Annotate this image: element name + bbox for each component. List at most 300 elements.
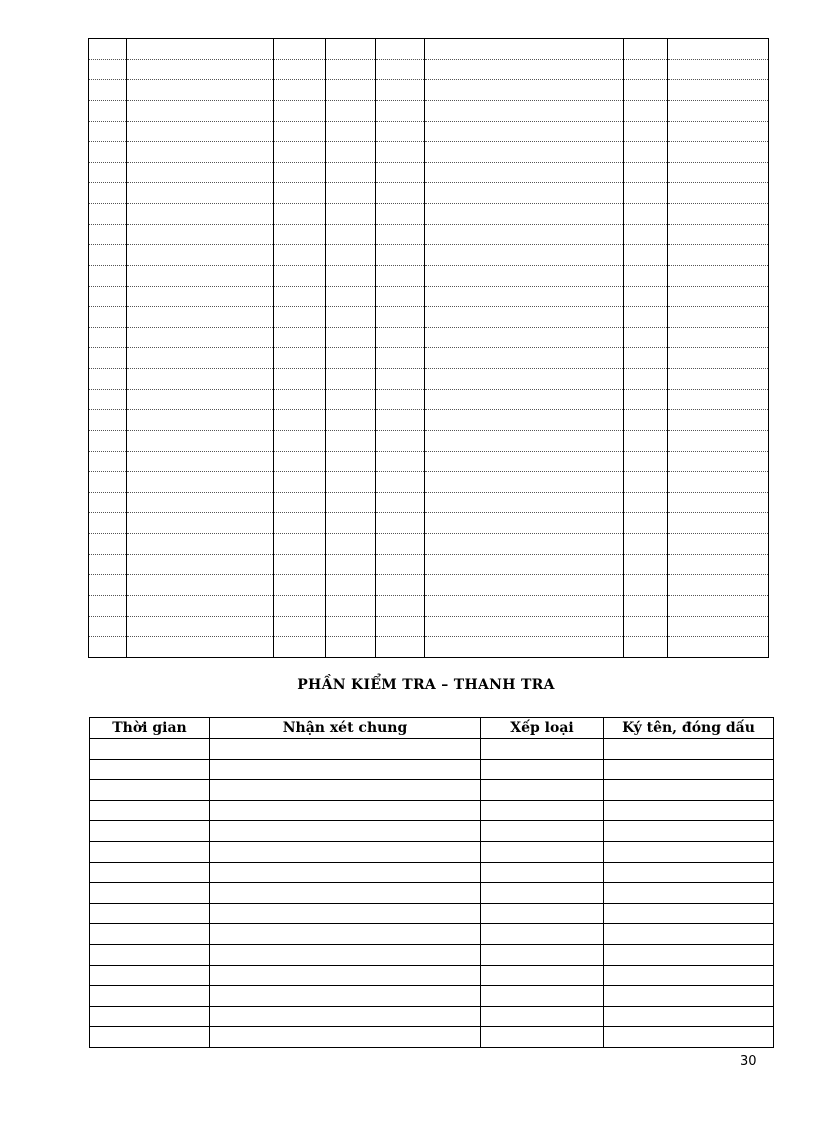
table-cell bbox=[274, 430, 326, 451]
table-cell bbox=[425, 410, 624, 431]
table-cell bbox=[376, 430, 425, 451]
table-cell bbox=[89, 430, 127, 451]
table-cell bbox=[425, 513, 624, 534]
table-cell bbox=[624, 554, 668, 575]
table-cell bbox=[425, 80, 624, 101]
table-cell bbox=[210, 1027, 481, 1048]
table-cell bbox=[425, 637, 624, 658]
table-row bbox=[89, 245, 769, 266]
table-row bbox=[89, 410, 769, 431]
table-cell bbox=[668, 245, 769, 266]
table-cell bbox=[668, 595, 769, 616]
table-cell bbox=[274, 183, 326, 204]
table-cell bbox=[668, 286, 769, 307]
table-row bbox=[90, 759, 774, 780]
table-cell bbox=[127, 100, 274, 121]
table-cell bbox=[425, 183, 624, 204]
table-cell bbox=[89, 472, 127, 493]
table-cell bbox=[326, 286, 376, 307]
table-cell bbox=[89, 410, 127, 431]
table-cell bbox=[376, 534, 425, 555]
table-cell bbox=[127, 265, 274, 286]
table-cell bbox=[604, 841, 774, 862]
table-cell bbox=[425, 39, 624, 60]
table-cell bbox=[127, 348, 274, 369]
table-cell bbox=[376, 80, 425, 101]
table-cell bbox=[210, 841, 481, 862]
table-cell bbox=[210, 862, 481, 883]
table-cell bbox=[274, 451, 326, 472]
table-cell bbox=[274, 307, 326, 328]
table-cell bbox=[425, 265, 624, 286]
table-cell bbox=[376, 637, 425, 658]
table-cell bbox=[89, 121, 127, 142]
table-cell bbox=[624, 245, 668, 266]
table-cell bbox=[668, 410, 769, 431]
table-cell bbox=[376, 100, 425, 121]
table-cell bbox=[127, 430, 274, 451]
table-cell bbox=[326, 595, 376, 616]
table-cell bbox=[425, 369, 624, 390]
table-cell bbox=[127, 389, 274, 410]
inspection-table bbox=[89, 717, 774, 1048]
table-cell bbox=[481, 1006, 604, 1027]
table-cell bbox=[210, 739, 481, 760]
table-cell bbox=[89, 389, 127, 410]
table-cell bbox=[376, 162, 425, 183]
table-cell bbox=[90, 986, 210, 1007]
table-cell bbox=[127, 472, 274, 493]
table-row bbox=[89, 430, 769, 451]
table-row bbox=[89, 369, 769, 390]
table-row bbox=[90, 965, 774, 986]
table-cell bbox=[668, 80, 769, 101]
table-cell bbox=[274, 595, 326, 616]
table-cell bbox=[210, 759, 481, 780]
table-cell bbox=[274, 637, 326, 658]
table-cell bbox=[90, 1006, 210, 1027]
table-cell bbox=[624, 575, 668, 596]
table-cell bbox=[376, 39, 425, 60]
table-cell bbox=[326, 348, 376, 369]
table-row bbox=[89, 265, 769, 286]
table-cell bbox=[624, 204, 668, 225]
table-cell bbox=[376, 595, 425, 616]
table-cell bbox=[624, 100, 668, 121]
table-cell bbox=[127, 492, 274, 513]
table-cell bbox=[90, 965, 210, 986]
table-cell bbox=[668, 534, 769, 555]
table-cell bbox=[376, 348, 425, 369]
table-cell bbox=[210, 986, 481, 1007]
table-cell bbox=[89, 39, 127, 60]
table-cell bbox=[425, 348, 624, 369]
table-row bbox=[90, 841, 774, 862]
table-cell bbox=[127, 595, 274, 616]
table-cell bbox=[89, 451, 127, 472]
table-cell bbox=[604, 780, 774, 801]
table-cell bbox=[425, 100, 624, 121]
table-cell bbox=[89, 245, 127, 266]
table-cell bbox=[274, 534, 326, 555]
table-row bbox=[89, 472, 769, 493]
table-cell bbox=[326, 59, 376, 80]
table-cell bbox=[89, 369, 127, 390]
table-row bbox=[90, 1006, 774, 1027]
table-row bbox=[89, 327, 769, 348]
table-cell bbox=[89, 595, 127, 616]
table-cell bbox=[425, 472, 624, 493]
table-row bbox=[89, 59, 769, 80]
table-cell bbox=[624, 307, 668, 328]
table-cell bbox=[326, 554, 376, 575]
table-cell bbox=[326, 492, 376, 513]
table-cell bbox=[624, 472, 668, 493]
table-cell bbox=[604, 944, 774, 965]
table-cell bbox=[127, 451, 274, 472]
table-cell bbox=[668, 183, 769, 204]
table-cell bbox=[376, 224, 425, 245]
table-cell bbox=[425, 616, 624, 637]
table-cell bbox=[127, 204, 274, 225]
table-cell bbox=[668, 204, 769, 225]
table-cell bbox=[376, 492, 425, 513]
table-cell bbox=[604, 759, 774, 780]
table-cell bbox=[604, 739, 774, 760]
table-row bbox=[90, 1027, 774, 1048]
table-cell bbox=[668, 492, 769, 513]
table-cell bbox=[89, 183, 127, 204]
table-cell bbox=[326, 245, 376, 266]
table-row bbox=[90, 944, 774, 965]
table-cell bbox=[481, 800, 604, 821]
table-row bbox=[90, 903, 774, 924]
table-cell bbox=[326, 410, 376, 431]
table-row bbox=[89, 142, 769, 163]
table-row bbox=[89, 224, 769, 245]
table-cell bbox=[624, 348, 668, 369]
table-row bbox=[89, 554, 769, 575]
table-row bbox=[89, 100, 769, 121]
table-cell bbox=[89, 492, 127, 513]
table-cell bbox=[624, 492, 668, 513]
table-cell bbox=[425, 286, 624, 307]
table-cell bbox=[326, 430, 376, 451]
table-cell bbox=[425, 575, 624, 596]
table-cell bbox=[90, 862, 210, 883]
table-cell bbox=[274, 162, 326, 183]
table-row bbox=[90, 862, 774, 883]
table-cell bbox=[624, 327, 668, 348]
table-cell bbox=[425, 389, 624, 410]
table-cell bbox=[425, 204, 624, 225]
table-cell bbox=[326, 472, 376, 493]
table-cell bbox=[668, 389, 769, 410]
table-cell bbox=[89, 327, 127, 348]
table-cell bbox=[274, 80, 326, 101]
table-cell bbox=[376, 616, 425, 637]
table-cell bbox=[624, 39, 668, 60]
table-cell bbox=[89, 162, 127, 183]
table-cell bbox=[89, 286, 127, 307]
table-cell bbox=[376, 121, 425, 142]
table-cell bbox=[425, 162, 624, 183]
table-cell bbox=[624, 59, 668, 80]
table-cell bbox=[668, 637, 769, 658]
table-cell bbox=[376, 554, 425, 575]
table-cell bbox=[89, 100, 127, 121]
table-row bbox=[89, 39, 769, 60]
table-cell bbox=[624, 410, 668, 431]
table-cell bbox=[127, 224, 274, 245]
table-cell bbox=[326, 307, 376, 328]
table-cell bbox=[326, 80, 376, 101]
table-cell bbox=[624, 121, 668, 142]
table-cell bbox=[90, 759, 210, 780]
table-cell bbox=[668, 307, 769, 328]
table-cell bbox=[668, 472, 769, 493]
table-cell bbox=[604, 862, 774, 883]
table-cell bbox=[604, 883, 774, 904]
table-cell bbox=[668, 513, 769, 534]
table-cell bbox=[89, 534, 127, 555]
table-cell bbox=[127, 307, 274, 328]
table-cell bbox=[274, 100, 326, 121]
table-cell bbox=[376, 451, 425, 472]
table-cell bbox=[668, 39, 769, 60]
table-cell bbox=[89, 204, 127, 225]
header-general-comment: Nhận xét chung bbox=[210, 718, 481, 739]
table-cell bbox=[481, 924, 604, 945]
table-cell bbox=[274, 492, 326, 513]
table-cell bbox=[481, 759, 604, 780]
table-cell bbox=[668, 142, 769, 163]
header-signature: Ký tên, đóng dấu bbox=[604, 718, 774, 739]
table-cell bbox=[376, 307, 425, 328]
table-cell bbox=[668, 121, 769, 142]
table-cell bbox=[274, 224, 326, 245]
table-cell bbox=[210, 1006, 481, 1027]
table-cell bbox=[89, 616, 127, 637]
table-cell bbox=[604, 924, 774, 945]
table-cell bbox=[89, 575, 127, 596]
table-cell bbox=[326, 265, 376, 286]
table-cell bbox=[127, 616, 274, 637]
table-row bbox=[90, 739, 774, 760]
table-cell bbox=[274, 575, 326, 596]
table-cell bbox=[210, 800, 481, 821]
table-cell bbox=[210, 965, 481, 986]
table-cell bbox=[425, 307, 624, 328]
table-cell bbox=[127, 162, 274, 183]
table-cell bbox=[624, 286, 668, 307]
table-cell bbox=[127, 39, 274, 60]
table-cell bbox=[668, 369, 769, 390]
table-cell bbox=[624, 162, 668, 183]
table-row bbox=[89, 307, 769, 328]
table-cell bbox=[127, 121, 274, 142]
table-row bbox=[89, 575, 769, 596]
table-cell bbox=[481, 986, 604, 1007]
table-cell bbox=[210, 780, 481, 801]
table-cell bbox=[326, 369, 376, 390]
table-cell bbox=[89, 554, 127, 575]
table-cell bbox=[624, 513, 668, 534]
table-cell bbox=[127, 637, 274, 658]
table-row bbox=[89, 451, 769, 472]
table-cell bbox=[127, 183, 274, 204]
table-cell bbox=[89, 513, 127, 534]
table-cell bbox=[127, 327, 274, 348]
table-cell bbox=[376, 265, 425, 286]
table-cell bbox=[376, 204, 425, 225]
table-cell bbox=[624, 183, 668, 204]
table-cell bbox=[274, 616, 326, 637]
table-cell bbox=[274, 327, 326, 348]
table-cell bbox=[668, 224, 769, 245]
table-cell bbox=[89, 59, 127, 80]
table-cell bbox=[668, 265, 769, 286]
table-cell bbox=[274, 245, 326, 266]
table-cell bbox=[425, 142, 624, 163]
table-cell bbox=[210, 883, 481, 904]
log-table bbox=[88, 38, 769, 658]
table-cell bbox=[326, 183, 376, 204]
table-cell bbox=[624, 142, 668, 163]
table-cell bbox=[274, 348, 326, 369]
table-cell bbox=[89, 348, 127, 369]
table-cell bbox=[425, 121, 624, 142]
table-cell bbox=[274, 59, 326, 80]
table-cell bbox=[127, 245, 274, 266]
table-cell bbox=[274, 204, 326, 225]
table-cell bbox=[326, 637, 376, 658]
table-cell bbox=[668, 575, 769, 596]
table-cell bbox=[89, 224, 127, 245]
table-cell bbox=[326, 534, 376, 555]
table-cell bbox=[90, 821, 210, 842]
table-row bbox=[89, 389, 769, 410]
table-cell bbox=[326, 513, 376, 534]
table-cell bbox=[376, 389, 425, 410]
table-cell bbox=[624, 451, 668, 472]
table-cell bbox=[604, 986, 774, 1007]
table-cell bbox=[624, 534, 668, 555]
inspection-header-row bbox=[90, 718, 774, 739]
table-cell bbox=[210, 821, 481, 842]
table-cell bbox=[90, 1027, 210, 1048]
table-cell bbox=[90, 924, 210, 945]
table-cell bbox=[89, 265, 127, 286]
table-cell bbox=[326, 616, 376, 637]
table-cell bbox=[89, 142, 127, 163]
table-cell bbox=[624, 595, 668, 616]
table-cell bbox=[326, 142, 376, 163]
table-cell bbox=[326, 39, 376, 60]
table-cell bbox=[376, 59, 425, 80]
table-cell bbox=[376, 142, 425, 163]
table-cell bbox=[604, 1027, 774, 1048]
table-cell bbox=[127, 142, 274, 163]
table-row bbox=[89, 204, 769, 225]
table-cell bbox=[90, 841, 210, 862]
table-cell bbox=[481, 841, 604, 862]
table-cell bbox=[668, 327, 769, 348]
table-row bbox=[90, 821, 774, 842]
table-cell bbox=[326, 121, 376, 142]
table-cell bbox=[624, 369, 668, 390]
table-cell bbox=[274, 554, 326, 575]
table-cell bbox=[210, 944, 481, 965]
table-cell bbox=[326, 389, 376, 410]
table-cell bbox=[127, 534, 274, 555]
table-cell bbox=[274, 121, 326, 142]
table-cell bbox=[274, 369, 326, 390]
table-cell bbox=[326, 162, 376, 183]
table-row bbox=[90, 986, 774, 1007]
table-cell bbox=[274, 513, 326, 534]
table-cell bbox=[481, 965, 604, 986]
table-cell bbox=[481, 883, 604, 904]
table-cell bbox=[127, 554, 274, 575]
table-cell bbox=[127, 59, 274, 80]
table-row bbox=[89, 80, 769, 101]
table-row bbox=[89, 616, 769, 637]
table-cell bbox=[89, 637, 127, 658]
table-cell bbox=[274, 410, 326, 431]
table-cell bbox=[376, 183, 425, 204]
table-cell bbox=[376, 410, 425, 431]
table-cell bbox=[425, 554, 624, 575]
table-cell bbox=[127, 80, 274, 101]
table-cell bbox=[326, 224, 376, 245]
table-cell bbox=[481, 739, 604, 760]
table-cell bbox=[481, 780, 604, 801]
table-row bbox=[89, 534, 769, 555]
table-cell bbox=[668, 348, 769, 369]
table-row bbox=[89, 183, 769, 204]
table-row bbox=[89, 513, 769, 534]
table-cell bbox=[425, 534, 624, 555]
table-cell bbox=[624, 616, 668, 637]
table-cell bbox=[624, 430, 668, 451]
table-cell bbox=[481, 944, 604, 965]
table-cell bbox=[274, 265, 326, 286]
table-cell bbox=[274, 142, 326, 163]
table-cell bbox=[624, 224, 668, 245]
header-time: Thời gian bbox=[90, 718, 210, 739]
table-cell bbox=[425, 595, 624, 616]
table-cell bbox=[90, 800, 210, 821]
table-cell bbox=[481, 903, 604, 924]
table-cell bbox=[425, 430, 624, 451]
table-cell bbox=[90, 780, 210, 801]
table-cell bbox=[376, 327, 425, 348]
table-cell bbox=[90, 739, 210, 760]
page-number: 30 bbox=[740, 1054, 757, 1069]
table-row bbox=[90, 924, 774, 945]
table-cell bbox=[668, 451, 769, 472]
table-cell bbox=[604, 1006, 774, 1027]
table-cell bbox=[425, 327, 624, 348]
table-row bbox=[89, 286, 769, 307]
table-cell bbox=[326, 204, 376, 225]
table-cell bbox=[604, 800, 774, 821]
table-cell bbox=[624, 637, 668, 658]
table-row bbox=[90, 883, 774, 904]
table-cell bbox=[89, 80, 127, 101]
table-cell bbox=[425, 492, 624, 513]
